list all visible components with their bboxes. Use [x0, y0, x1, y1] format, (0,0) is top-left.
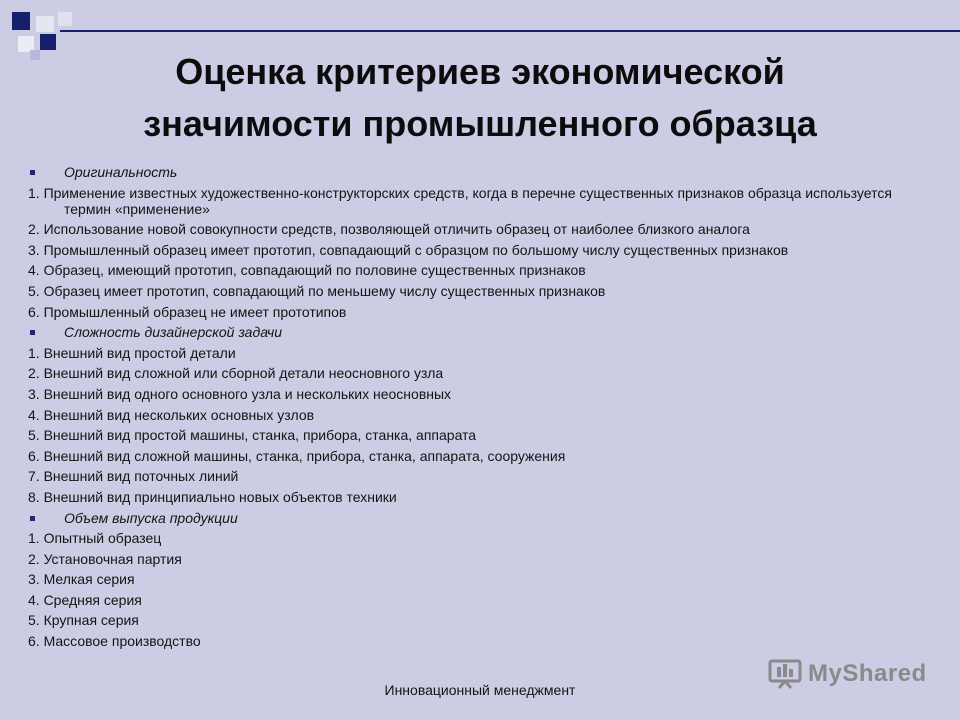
list-item: 8. Внешний вид принципиально новых объектов техники	[28, 488, 397, 505]
title-line-1: Оценка критериев экономической	[175, 51, 785, 92]
watermark-logo	[768, 656, 927, 692]
list-item: 1. Опытный образец	[28, 530, 162, 547]
watermark-text: MyShared	[808, 660, 927, 687]
section-header-originality: Оригинальность	[28, 164, 938, 180]
square-bullet-icon	[30, 330, 35, 335]
list-item: 7. Внешний вид поточных линий	[28, 468, 239, 485]
top-rule	[60, 30, 960, 32]
list-item: 1. Применение известных художественно-конструкторских средств, когда в перечне существенных признаков образца используется термин «применение»	[28, 184, 892, 217]
list-item: 3. Мелкая серия	[28, 571, 135, 588]
list-item: 6. Промышленный образец не имеет прототипов	[28, 303, 347, 320]
square-bullet-icon	[30, 516, 35, 521]
corner-square-light-1	[36, 16, 54, 32]
presentation-screen-icon	[768, 659, 802, 689]
square-bullet-icon	[30, 170, 35, 175]
list-item: 6. Внешний вид сложной машины, станка, прибора, станка, аппарата, сооружения	[28, 447, 566, 464]
slide-title	[0, 46, 960, 150]
list-item: 3. Промышленный образец имеет прототип, совпадающий с образцом по большому числу существенных признаков	[28, 241, 789, 258]
list-item: 5. Крупная серия	[28, 612, 139, 629]
list-item: 4. Средняя серия	[28, 591, 142, 608]
list-item: 2. Установочная партия	[28, 550, 182, 567]
list-item: 6. Массовое производство	[28, 633, 201, 650]
corner-square-dark-1	[12, 12, 30, 30]
list-item: 1. Внешний вид простой детали	[28, 344, 236, 361]
corner-square-light-2	[58, 12, 72, 26]
slide-footer: Инновационный менеджмент	[384, 682, 576, 698]
section-header-design-complexity: Сложность дизайнерской задачи	[28, 324, 938, 340]
section-header-production-volume: Объем выпуска продукции	[28, 510, 938, 526]
criteria-list	[28, 164, 938, 654]
list-item: 2. Использование новой совокупности средств, позволяющей отличить образец от наиболее близкого аналога	[28, 221, 750, 238]
list-item: 2. Внешний вид сложной или сборной детали неосновного узла	[28, 365, 444, 382]
list-item: 5. Внешний вид простой машины, станка, прибора, станка, аппарата	[28, 427, 477, 444]
list-item: 3. Внешний вид одного основного узла и нескольких неосновных	[28, 385, 452, 402]
list-item: 4. Образец, имеющий прототип, совпадающий по половине существенных признаков	[28, 262, 586, 279]
title-line-2: значимости промышленного образца	[143, 103, 817, 144]
list-item: 4. Внешний вид нескольких основных узлов	[28, 406, 315, 423]
list-item: 5. Образец имеет прототип, совпадающий по меньшему числу существенных признаков	[28, 282, 606, 299]
